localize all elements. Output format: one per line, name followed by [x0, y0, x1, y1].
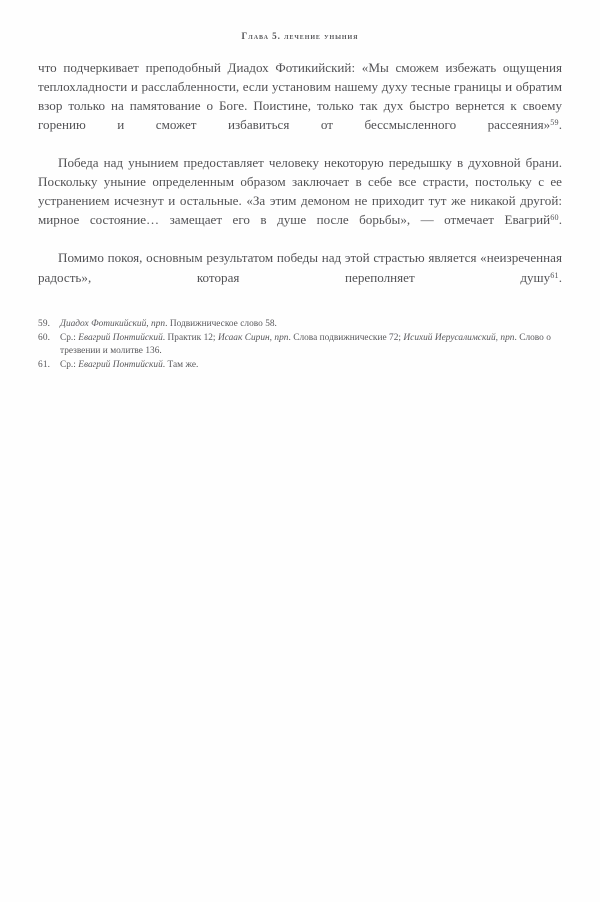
text-run: Победа над унынием предоставляет человеку некоторую передышку в духовной брани. Поскольку уныние определенным образом заключает в себе все страсти, постольку с ее устранением исчезнут и остальные. «За этим демоном не приходит тут же никакой другой: мирное состояние… замещает его в душе после борьбы», — отмечает Евагрий	[38, 155, 562, 228]
text-run: . Там же.	[162, 360, 199, 371]
footnote-number: 61.	[38, 360, 51, 371]
citation-author: Евагрий Понтийский	[78, 360, 163, 371]
citation-author: Исихий Иерусалимский, прп	[403, 333, 515, 344]
footnotes-block	[38, 318, 562, 374]
text-run: . Практик 12;	[162, 333, 218, 344]
text-run: Ср.:	[60, 333, 79, 344]
citation-author: Евагрий Понтийский	[78, 333, 163, 344]
body-text-block	[38, 58, 562, 306]
footnote-item	[38, 318, 562, 331]
footnote-item	[38, 359, 562, 372]
text-run: .	[558, 117, 562, 133]
paragraph-p3	[38, 248, 562, 305]
text-run: .	[558, 212, 562, 228]
footnote-reference[interactable]: 61	[550, 270, 559, 280]
paragraph-p1	[38, 58, 562, 153]
paragraph-p2	[38, 153, 562, 248]
footnote-number: 60.	[38, 333, 51, 344]
citation-author: Исаак Сирин, прп	[217, 333, 289, 344]
text-run: Помимо покоя, основным результатом победы над этой страстью является «неизреченная радость», которая переполняет душу	[38, 250, 562, 285]
text-run: . Слова подвижнические 72;	[288, 333, 404, 344]
footnote-item	[38, 332, 562, 358]
text-run: . Слово о трезвении и молитве 136.	[60, 333, 551, 357]
footnote-text	[60, 319, 277, 329]
running-head: Глава 5. лечение уныния	[241, 31, 359, 41]
text-run: Ср.:	[60, 360, 79, 371]
text-run: . Подвижническое слово 58.	[165, 319, 277, 329]
text-run: .	[558, 269, 562, 285]
footnote-text	[60, 360, 198, 370]
citation-author: Диадох Фотикийский, прп	[60, 319, 166, 329]
footnote-number: 59.	[38, 319, 51, 329]
footnote-reference[interactable]: 59	[550, 117, 559, 127]
footnote-text	[60, 333, 551, 356]
text-run: что подчеркивает преподобный Диадох Фотикийский: «Мы сможем избежать ощущения теплохладности и расслабленности, если установим нашему духу тесные границы и обратим взор только на памятование о Боге. Поистине, только так дух быстро вернется к своему горению и сможет избавиться от бессмысленного рассеяния»	[38, 60, 562, 133]
footnote-reference[interactable]: 60	[550, 213, 559, 223]
